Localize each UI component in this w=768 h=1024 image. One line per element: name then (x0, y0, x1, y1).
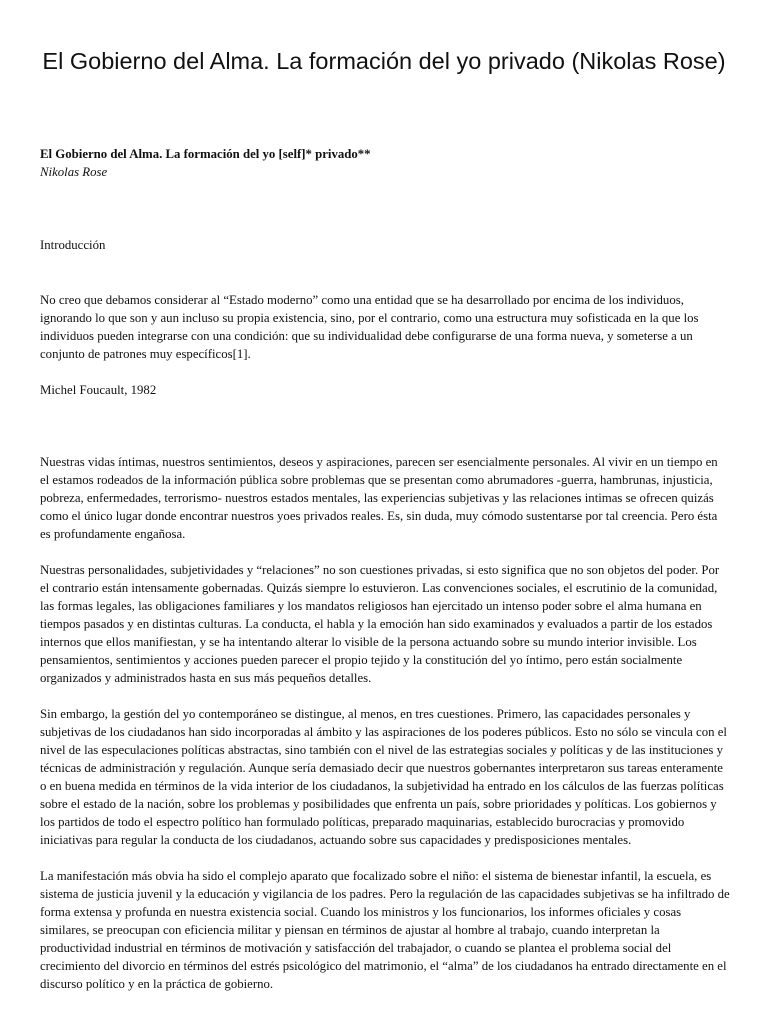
paragraph: Nuestras vidas íntimas, nuestros sentimientos, deseos y aspiraciones, parecen ser esencialmente personales. Al vivir en un tiempo en el estamos rodeados de la información pública sobre problemas que se presentan como abrumadores -guerra, hambrunas, injusticia, pobreza, enfermedades, terrorismo- nuestros estados mentales, las experiencias subjetivas y las relaciones intimas se ofrecen quizás como el único lugar donde encontrar nuestros yoes privados reales. Es, sin duda, muy cómodo sustentarse por tal creencia. Pero ésta es profundamente engañosa. (40, 455, 718, 541)
epigraph-source: Michel Foucault, 1982 (40, 383, 157, 397)
document-subtitle: El Gobierno del Alma. La formación del yo [self]* privado** (40, 147, 371, 161)
paragraph: La manifestación más obvia ha sido el complejo aparato que focalizado sobre el niño: el sistema de bienestar infantil, la escuela, es sistema de justicia juvenil y la educación y vigilancia de los padres. Pero la regulación de las capacidades subjetivas se ha infiltrado de forma extensa y profunda en nuestra existencia social. Cuando los ministros y los funcionarios, los informes oficiales y cosas similares, se preocupan con eficiencia militar y piensan en términos de ajustar al hombre al trabajo, cuando interpretan la productividad industrial en términos de motivación y satisfacción del trabajador, o cuando se plantea el problema social del crecimiento del divorcio en términos del estrés psicológico del matrimonio, el “alma” de los ciudadanos ha entrado directamente en el discurso político y en la práctica de gobierno. (40, 869, 730, 991)
paragraph: Nuestras personalidades, subjetividades y “relaciones” no son cuestiones privadas, si esto significa que no son objetos del poder. Por el contrario están intensamente gobernadas. Quizás siempre lo estuvieron. Las convenciones sociales, el escrutinio de la comunidad, las formas legales, las obligaciones familiares y los mandatos religiosos han ejercitado un intenso poder sobre el alma humana en tiempos pasados y en distintas culturas. La conducta, el habla y la emoción han sido examinados y evaluados a partir de los estados internos que ellos manifiestan, y se ha intentando alterar lo visible de la persona actuando sobre su mundo interior invisible. Los pensamientos, sentimientos y acciones pueden parecer el propio tejido y la constitución del yo íntimo, pero están socialmente organizados y administrados hasta en sus más pequeños detalles. (40, 563, 720, 685)
section-heading: Introducción (40, 238, 106, 252)
paragraph: Sin embargo, la gestión del yo contemporáneo se distingue, al menos, en tres cuestiones. Primero, las capacidades personales y subjetivas de los ciudadanos han sido incorporadas al ámbito y las aspiraciones de los poderes públicos. Esto no sólo se vincula con el nivel de las especulaciones políticas abstractas, sino también con el nivel de las estrategias sociales y políticas y de las instituciones y técnicas de administración y regulación. Aunque sería demasiado decir que nuestros gobernantes interpretaron sus tareas enteramente o en buena medida en términos de la vida interior de los ciudadanos, la subjetividad ha entrado en los cálculos de las fuerzas políticas sobre el estado de la nación, sobre los problemas y posibilidades que enfrenta un país, sobre prioridades y políticas. Los gobiernos y los partidos de todo el espectro político han formulado políticas, preparado maquinarias, establecido burocracias y promovido iniciativas para regular la conducta de los ciudadanos, actuando sobre sus capacidades y predisposiciones mentales. (40, 707, 727, 847)
document-body (40, 145, 730, 993)
page-title: El Gobierno del Alma. La formación del yo privado (Nikolas Rose) (42, 48, 726, 74)
author-name: Nikolas Rose (40, 165, 108, 179)
epigraph-quote: No creo que debamos considerar al “Estado moderno” como una entidad que se ha desarrollado por encima de los individuos, ignorando lo que son y aun incluso su propia existencia, sino, por el contrario, como una estructura muy sofisticada en la que los individuos pueden integrarse con una condición: que su individualidad debe configurarse de una forma nueva, y someterse a un conjunto de patrones muy específicos[1]. (40, 293, 699, 361)
